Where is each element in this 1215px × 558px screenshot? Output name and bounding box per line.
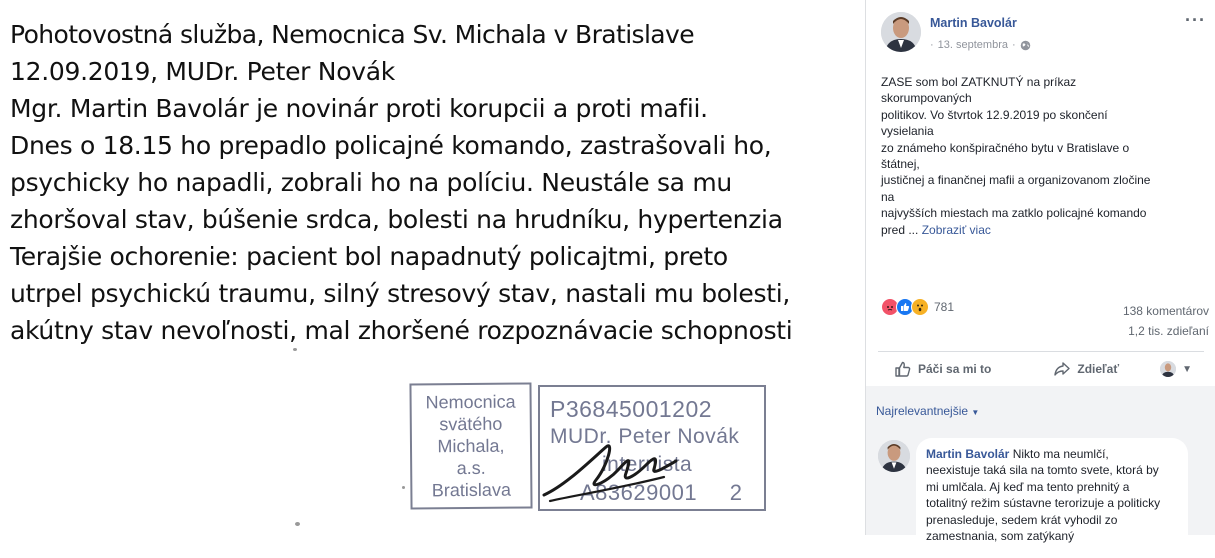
post-stats xyxy=(1123,301,1209,341)
scan-speck xyxy=(293,348,297,351)
comment-text-line: totalitný režim sústavne terorizuje a politicky xyxy=(926,496,1161,511)
record-line: utrpel psychickú traumu, silný stresový stav, nastali mu bolesti, xyxy=(10,279,791,308)
stamp-line: Michala, xyxy=(437,435,505,457)
stamp-line: svätého xyxy=(439,413,503,435)
record-line: Pohotovostná služba, Nemocnica Sv. Michala v Bratislave xyxy=(10,20,695,49)
thumbs-up-icon xyxy=(894,360,912,378)
comment-text-line: Nikto ma neumlčí, xyxy=(1012,447,1109,461)
comment-text-line: zamestnania, som zatýkaný xyxy=(926,529,1075,544)
meta-dot: · xyxy=(930,39,934,51)
globe-icon[interactable] xyxy=(1020,40,1031,51)
stamp-role: internista xyxy=(602,453,693,476)
share-label: Zdieľať xyxy=(1077,362,1120,376)
share-arrow-icon xyxy=(1053,360,1071,378)
record-line: 12.09.2019, MUDr. Peter Novák xyxy=(10,57,395,86)
post-text-line: skorumpovaných xyxy=(881,91,972,106)
post-text xyxy=(881,74,1181,238)
share-button[interactable] xyxy=(1053,360,1119,378)
post-text-line: politikov. Vo štvrtok 12.9.2019 po skončení xyxy=(881,107,1108,122)
stamp-line: Bratislava xyxy=(431,479,511,501)
scan-speck xyxy=(295,522,300,526)
post-text-line: vysielania xyxy=(881,124,934,139)
comment-text-line: prenasleduje, sedem krát vyhodil zo xyxy=(926,512,1118,527)
post-actions xyxy=(878,352,1204,386)
stamp-line: a.s. xyxy=(456,457,486,479)
post-text-line: zo známeho konšpiračného bytu v Bratislave o xyxy=(881,140,1130,155)
see-more-link[interactable]: Zobraziť viac xyxy=(921,222,991,237)
post-text-line: najvyšších miestach ma zatklo policajné komando xyxy=(881,206,1147,221)
comments-count-link[interactable]: 138 komentárov xyxy=(1122,304,1209,318)
like-button[interactable] xyxy=(894,360,991,378)
small-avatar xyxy=(1160,361,1176,377)
like-label: Páči sa mi to xyxy=(918,362,992,376)
post-author-link[interactable]: Martin Bavolár xyxy=(930,16,1017,30)
post-text-line: ZASE som bol ZATKNUTÝ na príkaz xyxy=(881,75,1077,89)
signature xyxy=(536,425,686,510)
post-text-line: štátnej, xyxy=(881,157,920,172)
stamp-doctor-name: MUDr. Peter Novák xyxy=(550,425,740,448)
avatar-photo-icon xyxy=(881,12,921,52)
reaction-count: 781 xyxy=(934,300,955,314)
post-date-link[interactable]: 13. septembra xyxy=(937,39,1008,51)
record-line: psychicky ho napadli, zobrali ho na políciu. Neustále sa mu xyxy=(10,168,732,197)
avatar-photo-icon xyxy=(878,440,910,472)
comments-section xyxy=(866,386,1215,544)
stamp-line: Nemocnica xyxy=(425,391,516,413)
caret-down-icon: ▼ xyxy=(1182,363,1192,375)
record-line: Terajšie ochorenie: pacient bol napadnutý policajtmi, preto xyxy=(10,242,728,271)
avatar[interactable] xyxy=(881,12,921,52)
stamp-license: A83629001 xyxy=(580,480,698,505)
scan-speck xyxy=(402,486,405,489)
shares-count-link[interactable]: 1,2 tis. zdieľaní xyxy=(1128,324,1209,338)
comment-author-link[interactable]: Martin Bavolár xyxy=(926,447,1010,461)
record-line: akútny stav nevoľnosti, mal zhoršené rozpoznávacie schopnosti xyxy=(10,316,793,345)
caret-down-icon: ▼ xyxy=(971,408,980,417)
post-text-prefix: pred ... xyxy=(881,222,919,237)
post-text-line: na xyxy=(881,189,895,204)
post-text-line: justičnej a finančnej mafii a organizovanom zločine xyxy=(881,173,1151,188)
record-line: Dnes o 18.15 ho prepadlo policajné komando, zastrašovali ho, xyxy=(10,131,772,160)
record-line: zhoršoval stav, búšenie srdca, bolesti na hrudníku, hypertenzia xyxy=(10,205,783,234)
more-options-button[interactable]: ··· xyxy=(1185,10,1206,30)
record-line: Mgr. Martin Bavolár je novinár proti korupcii a proti mafii. xyxy=(10,94,708,123)
comment-text-line: neexistuje taká sila na tomto svete, ktorá by xyxy=(926,463,1159,478)
comment-sort-dropdown[interactable] xyxy=(876,404,979,418)
stamp-code: P36845001202 xyxy=(550,396,713,422)
comment-avatar[interactable] xyxy=(878,440,910,472)
post-text-line-last xyxy=(881,222,1181,238)
sort-label: Najrelevantnejšie xyxy=(876,404,969,418)
post-as-selector[interactable] xyxy=(1160,361,1192,377)
comment-bubble xyxy=(916,438,1188,558)
post-panel xyxy=(865,0,1215,544)
comment-text-line: mi umlčala. Aj keď ma tento prehnitý a xyxy=(926,479,1130,494)
reactions-summary[interactable] xyxy=(881,298,954,316)
medical-record-text xyxy=(10,16,855,349)
stamp-number: 2 xyxy=(729,480,743,505)
post-meta xyxy=(930,39,1031,51)
hospital-stamp xyxy=(409,382,532,509)
meta-dot: · xyxy=(1012,39,1016,51)
wow-reaction-icon xyxy=(911,298,929,316)
